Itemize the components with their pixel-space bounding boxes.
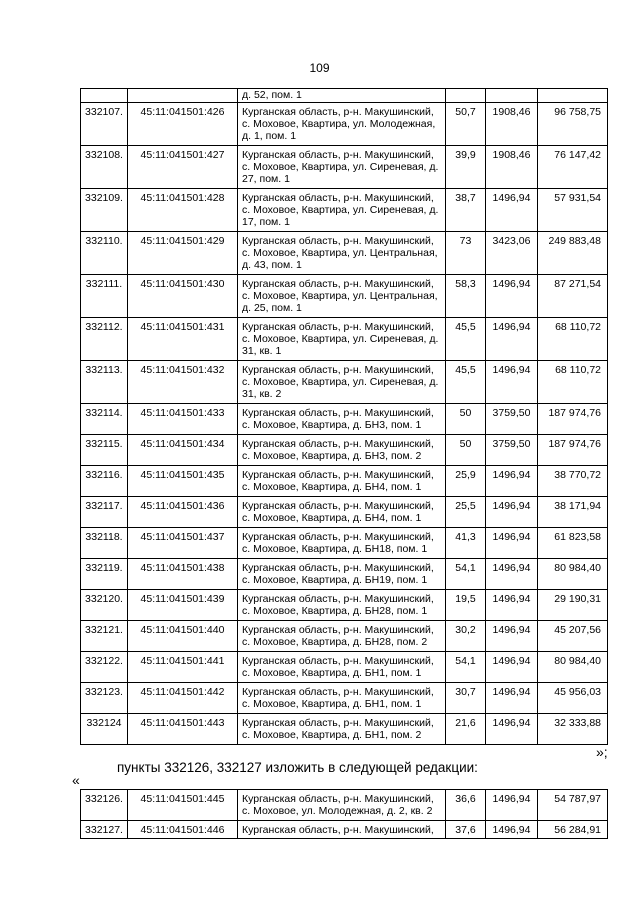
table-row <box>81 683 608 714</box>
cell-address: Курганская область, р-н. Макушинский, с. Моховое, Квартира, ул. Сиреневая, д. 31, кв. 1 <box>238 318 446 361</box>
cell-cadastral: 45:11:041501:426 <box>128 103 238 146</box>
cell-num: 332116. <box>81 466 128 497</box>
cell-cadastral: 45:11:041501:432 <box>128 361 238 404</box>
cell-total: 45 207,56 <box>538 621 608 652</box>
cell-area: 45,5 <box>446 361 486 404</box>
cell-price: 1496,94 <box>486 497 538 528</box>
cell-cadastral: 45:11:041501:434 <box>128 435 238 466</box>
table-row <box>81 497 608 528</box>
table-row <box>81 528 608 559</box>
cell-area: 58,3 <box>446 275 486 318</box>
table-row <box>81 404 608 435</box>
cell-area: 54,1 <box>446 559 486 590</box>
cell-total: 76 147,42 <box>538 146 608 189</box>
cell-price: 1496,94 <box>486 590 538 621</box>
cell-total: 56 284,91 <box>538 821 608 839</box>
cell-cadastral: 45:11:041501:437 <box>128 528 238 559</box>
cell-price: 1496,94 <box>486 318 538 361</box>
cell-area: 39,9 <box>446 146 486 189</box>
cell-total: 32 333,88 <box>538 714 608 745</box>
cell-area: 54,1 <box>446 652 486 683</box>
cell-total: 80 984,40 <box>538 559 608 590</box>
opening-quote: « <box>72 772 80 788</box>
cell-cadastral <box>128 89 238 103</box>
cell-price: 1496,94 <box>486 821 538 839</box>
cell-total: 87 271,54 <box>538 275 608 318</box>
cell-num: 332109. <box>81 189 128 232</box>
cell-num: 332108. <box>81 146 128 189</box>
cell-area: 45,5 <box>446 318 486 361</box>
cell-area: 50,7 <box>446 103 486 146</box>
cell-address: Курганская область, р-н. Макушинский, с. Моховое, Квартира, д. БН3, пом. 2 <box>238 435 446 466</box>
table-row <box>81 652 608 683</box>
cell-total: 29 190,31 <box>538 590 608 621</box>
cell-num: 332115. <box>81 435 128 466</box>
table-row <box>81 103 608 146</box>
cell-total: 96 758,75 <box>538 103 608 146</box>
cell-address: Курганская область, р-н. Макушинский, с. Моховое, Квартира, д. БН1, пом. 1 <box>238 683 446 714</box>
cell-price: 1496,94 <box>486 714 538 745</box>
cell-cadastral: 45:11:041501:427 <box>128 146 238 189</box>
cell-cadastral: 45:11:041501:430 <box>128 275 238 318</box>
cell-num: 332124 <box>81 714 128 745</box>
cell-cadastral: 45:11:041501:445 <box>128 790 238 821</box>
cell-area: 25,9 <box>446 466 486 497</box>
cell-num: 332113. <box>81 361 128 404</box>
table-row <box>81 714 608 745</box>
table-row <box>81 361 608 404</box>
cell-cadastral: 45:11:041501:440 <box>128 621 238 652</box>
cell-total: 54 787,97 <box>538 790 608 821</box>
property-table <box>80 88 608 745</box>
cell-total: 38 770,72 <box>538 466 608 497</box>
cell-total: 61 823,58 <box>538 528 608 559</box>
cell-price: 3423,06 <box>486 232 538 275</box>
page-number: 109 <box>309 61 330 75</box>
table-row <box>81 146 608 189</box>
cell-num: 332120. <box>81 590 128 621</box>
table-row <box>81 559 608 590</box>
amended-property-table <box>80 789 608 839</box>
table-row <box>81 275 608 318</box>
cell-num: 332121. <box>81 621 128 652</box>
cell-num: 332112. <box>81 318 128 361</box>
cell-total: 68 110,72 <box>538 361 608 404</box>
table-row <box>81 590 608 621</box>
cell-price: 1496,94 <box>486 790 538 821</box>
cell-cadastral: 45:11:041501:436 <box>128 497 238 528</box>
cell-num: 332119. <box>81 559 128 590</box>
cell-address: Курганская область, р-н. Макушинский, с. Моховое, Квартира, ул. Сиреневая, д. 31, кв. 2 <box>238 361 446 404</box>
table-row-continuation <box>81 89 608 103</box>
cell-price: 1496,94 <box>486 683 538 714</box>
cell-total: 68 110,72 <box>538 318 608 361</box>
cell-num: 332123. <box>81 683 128 714</box>
cell-num: 332117. <box>81 497 128 528</box>
cell-address: Курганская область, р-н. Макушинский, с. Моховое, Квартира, ул. Сиреневая, д. 27, пом. 1 <box>238 146 446 189</box>
cell-price: 1496,94 <box>486 466 538 497</box>
cell-area: 50 <box>446 435 486 466</box>
cell-address: Курганская область, р-н. Макушинский, с. Моховое, Квартира, ул. Молодежная, д. 1, пом. 1 <box>238 103 446 146</box>
cell-address: Курганская область, р-н. Макушинский, с. Моховое, Квартира, д. БН4, пом. 1 <box>238 497 446 528</box>
closing-quote: »; <box>596 744 608 760</box>
cell-cadastral: 45:11:041501:441 <box>128 652 238 683</box>
cell-address: Курганская область, р-н. Макушинский, с. Моховое, Квартира, д. БН4, пом. 1 <box>238 466 446 497</box>
cell-num: 332126. <box>81 790 128 821</box>
cell-price: 1496,94 <box>486 621 538 652</box>
amendment-intro-text: пункты 332126, 332127 изложить в следующей редакции: <box>117 760 478 775</box>
cell-cadastral: 45:11:041501:443 <box>128 714 238 745</box>
cell-num: 332111. <box>81 275 128 318</box>
cell-cadastral: 45:11:041501:428 <box>128 189 238 232</box>
table-row <box>81 466 608 497</box>
cell-address: д. 52, пом. 1 <box>238 89 446 103</box>
cell-price <box>486 89 538 103</box>
cell-num: 332122. <box>81 652 128 683</box>
cell-area: 30,2 <box>446 621 486 652</box>
cell-address: Курганская область, р-н. Макушинский, с. Моховое, Квартира, д. БН1, пом. 1 <box>238 652 446 683</box>
cell-total: 45 956,03 <box>538 683 608 714</box>
cell-address: Курганская область, р-н. Макушинский, с. Моховое, Квартира, д. БН18, пом. 1 <box>238 528 446 559</box>
cell-price: 3759,50 <box>486 404 538 435</box>
cell-address: Курганская область, р-н. Макушинский, с. Моховое, Квартира, д. БН28, пом. 2 <box>238 621 446 652</box>
cell-price: 1496,94 <box>486 559 538 590</box>
cell-area: 36,6 <box>446 790 486 821</box>
cell-cadastral: 45:11:041501:429 <box>128 232 238 275</box>
table-row <box>81 318 608 361</box>
cell-total: 187 974,76 <box>538 435 608 466</box>
cell-price: 1496,94 <box>486 361 538 404</box>
cell-cadastral: 45:11:041501:435 <box>128 466 238 497</box>
cell-area: 41,3 <box>446 528 486 559</box>
cell-num: 332110. <box>81 232 128 275</box>
cell-cadastral: 45:11:041501:446 <box>128 821 238 839</box>
cell-total: 80 984,40 <box>538 652 608 683</box>
cell-total: 38 171,94 <box>538 497 608 528</box>
cell-total: 249 883,48 <box>538 232 608 275</box>
cell-price: 1496,94 <box>486 189 538 232</box>
cell-address: Курганская область, р-н. Макушинский, с. Моховое, Квартира, д. БН1, пом. 2 <box>238 714 446 745</box>
cell-area: 25,5 <box>446 497 486 528</box>
cell-address: Курганская область, р-н. Макушинский, с. Моховое, ул. Молодежная, д. 2, кв. 2 <box>238 790 446 821</box>
cell-price: 1496,94 <box>486 528 538 559</box>
cell-num: 332114. <box>81 404 128 435</box>
cell-address: Курганская область, р-н. Макушинский, с. Моховое, Квартира, д. БН28, пом. 1 <box>238 590 446 621</box>
table-row <box>81 621 608 652</box>
cell-price: 1908,46 <box>486 103 538 146</box>
cell-price: 1496,94 <box>486 275 538 318</box>
cell-price: 1496,94 <box>486 652 538 683</box>
cell-area: 19,5 <box>446 590 486 621</box>
cell-total: 57 931,54 <box>538 189 608 232</box>
cell-total <box>538 89 608 103</box>
cell-num: 332107. <box>81 103 128 146</box>
cell-total: 187 974,76 <box>538 404 608 435</box>
table-row <box>81 821 608 839</box>
table-row <box>81 790 608 821</box>
cell-area <box>446 89 486 103</box>
table-row <box>81 232 608 275</box>
cell-cadastral: 45:11:041501:431 <box>128 318 238 361</box>
cell-area: 50 <box>446 404 486 435</box>
cell-price: 3759,50 <box>486 435 538 466</box>
cell-address: Курганская область, р-н. Макушинский, с. Моховое, Квартира, д. БН3, пом. 1 <box>238 404 446 435</box>
cell-address: Курганская область, р-н. Макушинский, с. Моховое, Квартира, д. БН19, пом. 1 <box>238 559 446 590</box>
table-row <box>81 189 608 232</box>
cell-num: 332118. <box>81 528 128 559</box>
cell-cadastral: 45:11:041501:439 <box>128 590 238 621</box>
table-row <box>81 435 608 466</box>
cell-area: 38,7 <box>446 189 486 232</box>
cell-address: Курганская область, р-н. Макушинский, <box>238 821 446 839</box>
cell-area: 37,6 <box>446 821 486 839</box>
cell-cadastral: 45:11:041501:442 <box>128 683 238 714</box>
cell-area: 21,6 <box>446 714 486 745</box>
cell-num <box>81 89 128 103</box>
cell-address: Курганская область, р-н. Макушинский, с. Моховое, Квартира, ул. Сиреневая, д. 17, пом. 1 <box>238 189 446 232</box>
cell-area: 73 <box>446 232 486 275</box>
cell-num: 332127. <box>81 821 128 839</box>
cell-cadastral: 45:11:041501:433 <box>128 404 238 435</box>
cell-area: 30,7 <box>446 683 486 714</box>
cell-cadastral: 45:11:041501:438 <box>128 559 238 590</box>
cell-address: Курганская область, р-н. Макушинский, с. Моховое, Квартира, ул. Центральная, д. 25, пом. 1 <box>238 275 446 318</box>
cell-price: 1908,46 <box>486 146 538 189</box>
cell-address: Курганская область, р-н. Макушинский, с. Моховое, Квартира, ул. Центральная, д. 43, пом. 1 <box>238 232 446 275</box>
